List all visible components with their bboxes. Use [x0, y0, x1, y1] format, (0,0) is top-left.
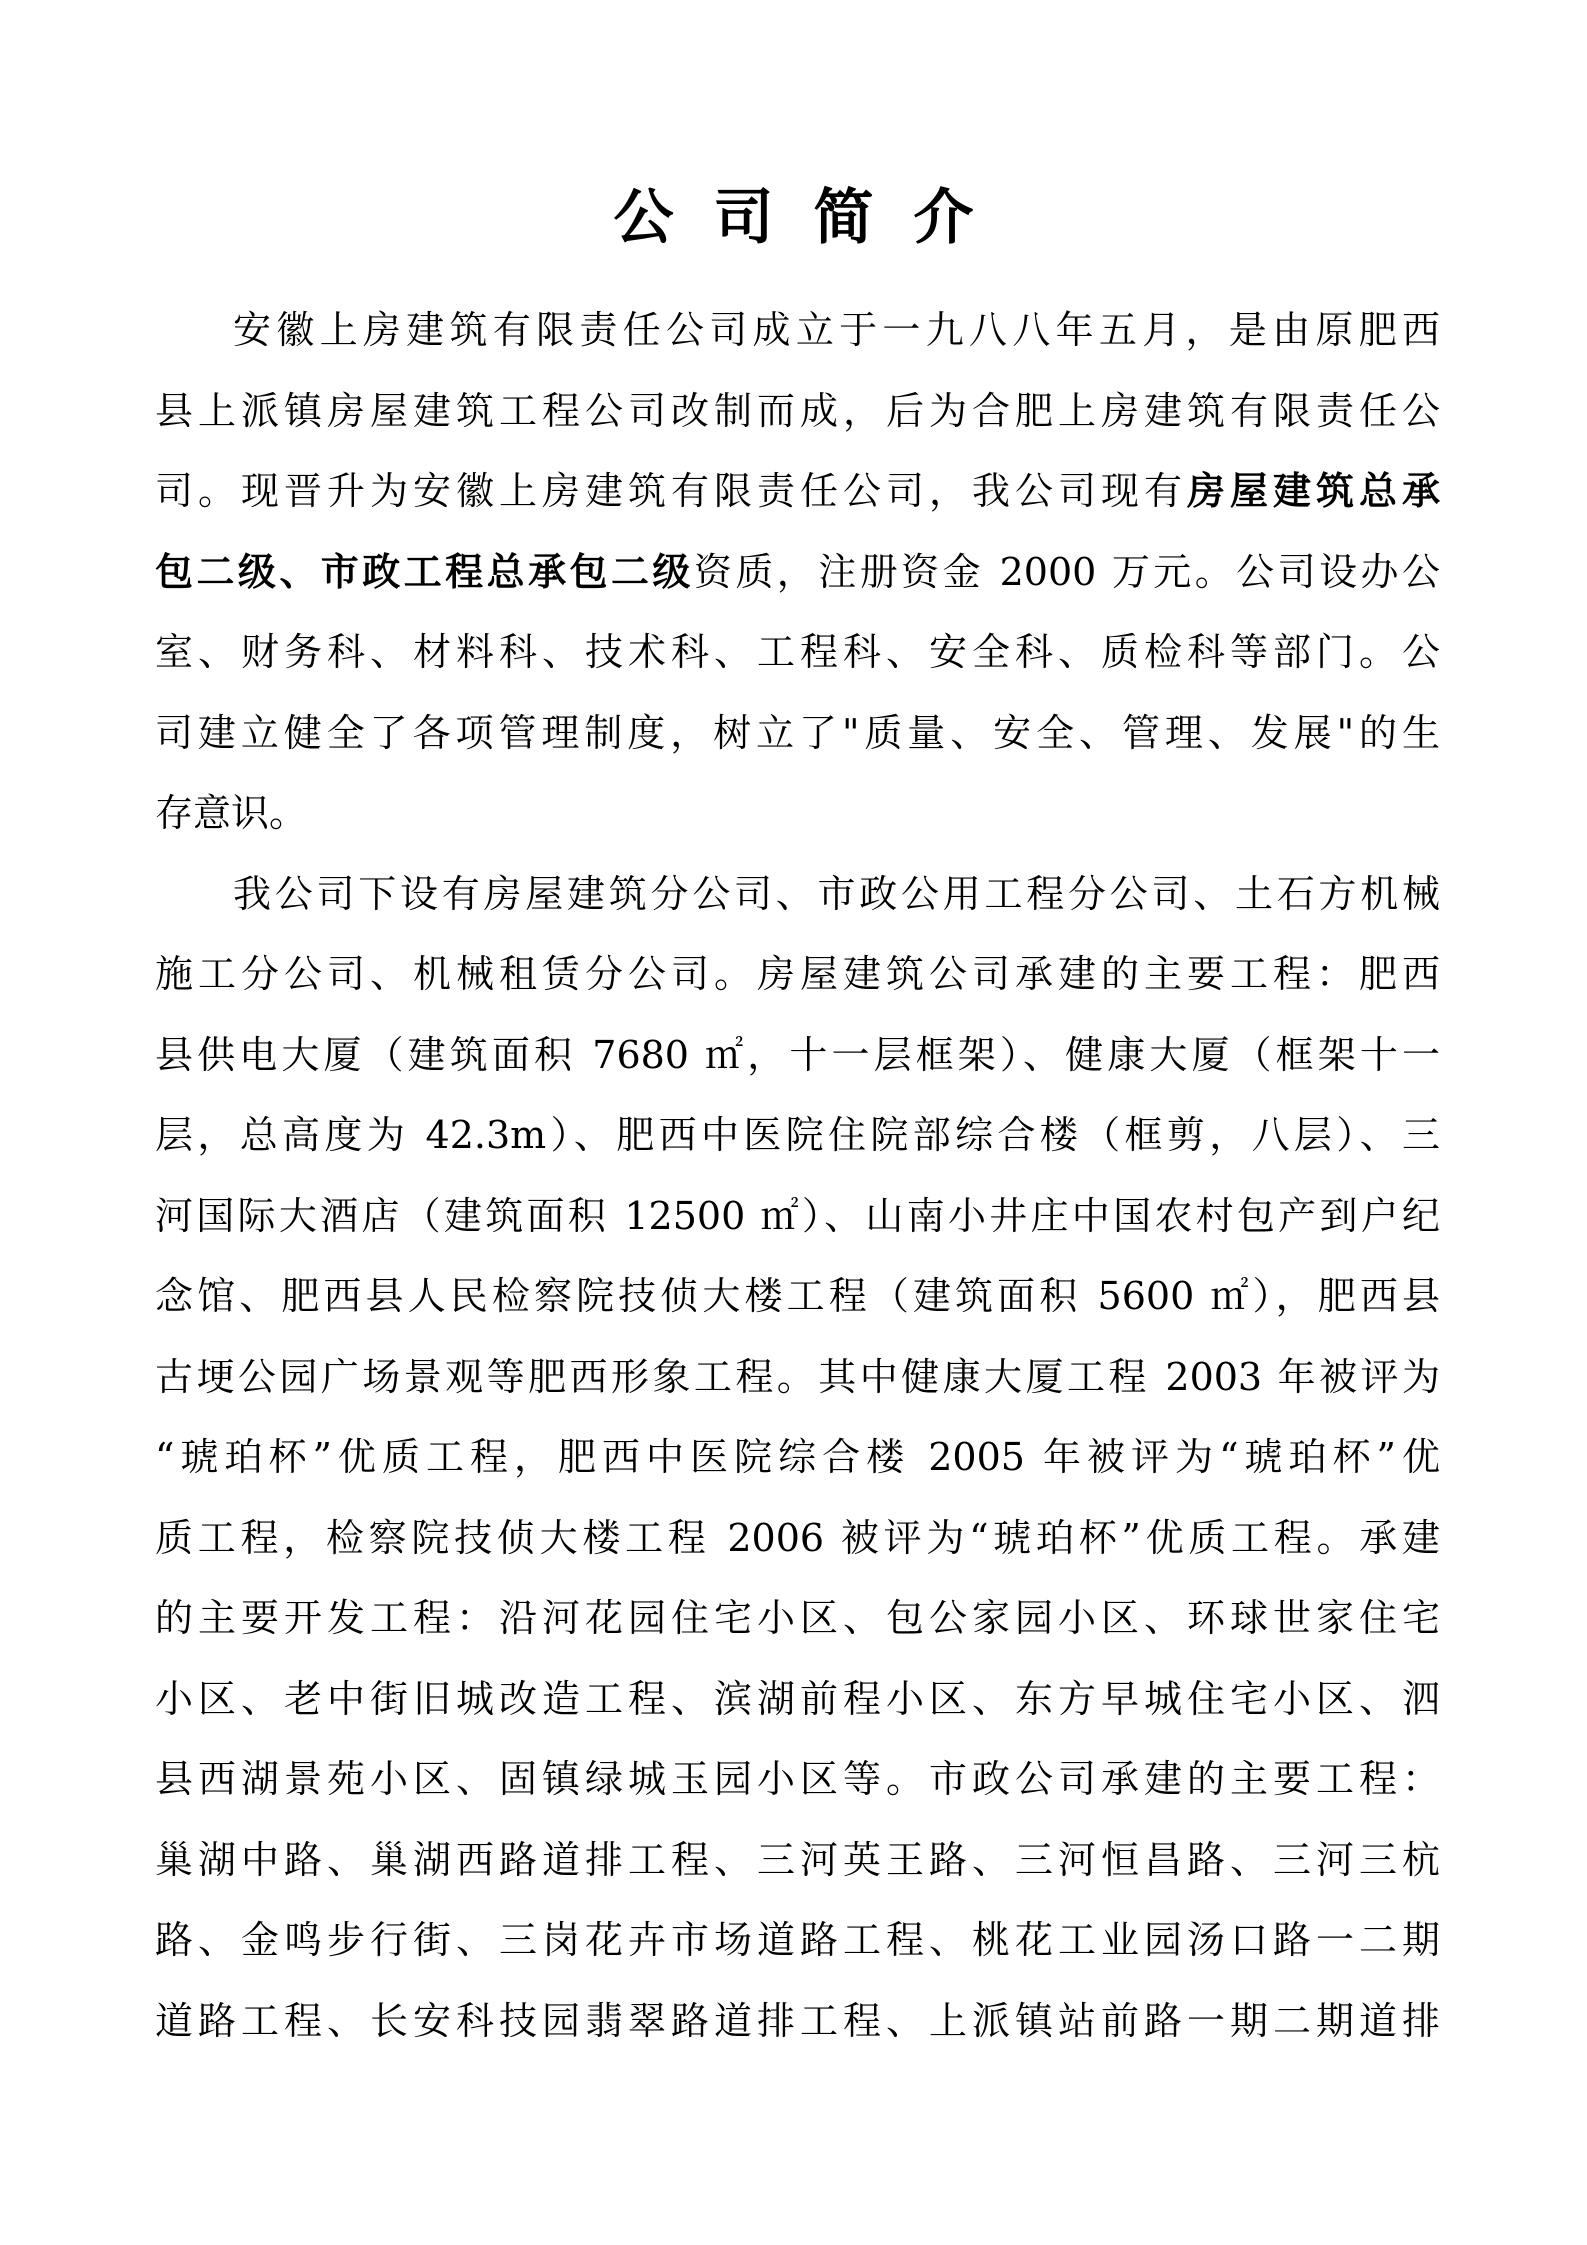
text-line — [155, 1015, 1440, 1096]
text-segment: 资质，注册资金 2000 万元。公司设办公 — [693, 549, 1440, 594]
text-line — [155, 1176, 1440, 1257]
text-line — [155, 532, 1440, 613]
text-segment: “琥珀杯”优质工程，肥西中医院综合楼 2005 年被评为“琥珀杯”优 — [155, 1435, 1440, 1479]
text-line — [155, 854, 1440, 935]
text-line — [155, 451, 1440, 532]
text-line — [155, 1337, 1440, 1418]
text-line — [155, 773, 1440, 854]
text-segment: 安徽上房建筑有限责任公司成立于一九八八年五月，是由原肥西 — [233, 308, 1440, 352]
text-line — [155, 1820, 1440, 1901]
text-line — [155, 1417, 1440, 1498]
text-segment: 层，总高度为 42.3m）、肥西中医院住院部综合楼（框剪，八层）、三 — [155, 1113, 1440, 1157]
text-line — [155, 290, 1440, 371]
text-line — [155, 1739, 1440, 1820]
text-line — [155, 1578, 1440, 1659]
text-line — [155, 1095, 1440, 1176]
text-segment: 念馆、肥西县人民检察院技侦大楼工程（建筑面积 5600 ㎡），肥西县 — [155, 1274, 1440, 1318]
text-segment: 的主要开发工程：沿河花园住宅小区、包公家园小区、环球世家住宅 — [155, 1596, 1440, 1640]
text-segment: 存意识。 — [155, 791, 308, 835]
text-segment: 小区、老中街旧城改造工程、滨湖前程小区、东方早城住宅小区、泗 — [155, 1676, 1440, 1721]
bold-text-segment: 房屋建筑总承 — [1186, 468, 1440, 513]
text-line — [155, 1900, 1440, 1981]
page-title: 公司简介 — [613, 183, 1014, 253]
text-segment: 施工分公司、机械租赁分公司。房屋建筑公司承建的主要工程：肥西 — [155, 952, 1440, 996]
body-text — [155, 290, 1440, 2061]
bold-text-segment: 包二级、市政工程总承包二级 — [155, 548, 694, 594]
text-segment: 司建立健全了各项管理制度，树立了"质量、安全、管理、发展"的生 — [155, 710, 1440, 755]
text-segment: 室、财务科、材料科、技术科、工程科、安全科、质检科等部门。公 — [155, 630, 1440, 674]
text-segment: 县上派镇房屋建筑工程公司改制而成，后为合肥上房建筑有限责任公 — [155, 388, 1440, 433]
text-segment: 我公司下设有房屋建筑分公司、市政公用工程分公司、土石方机械 — [233, 871, 1440, 916]
text-line — [155, 1659, 1440, 1740]
text-segment: 县西湖景苑小区、固镇绿城玉园小区等。市政公司承建的主要工程： — [155, 1757, 1440, 1801]
text-line — [155, 371, 1440, 452]
text-line — [155, 1498, 1440, 1579]
text-line — [155, 1981, 1440, 2062]
text-segment: 质工程，检察院技侦大楼工程 2006 被评为“琥珀杯”优质工程。承建 — [155, 1515, 1440, 1560]
text-segment: 河国际大酒店（建筑面积 12500 ㎡）、山南小井庄中国农村包产到户纪 — [155, 1193, 1440, 1238]
text-line — [155, 934, 1440, 1015]
text-line — [155, 1256, 1440, 1337]
text-segment: 县供电大厦（建筑面积 7680 ㎡，十一层框架）、健康大厦（框架十一 — [155, 1032, 1440, 1077]
text-line — [155, 693, 1440, 774]
text-line — [155, 612, 1440, 693]
text-segment: 巢湖中路、巢湖西路道排工程、三河英王路、三河恒昌路、三河三杭 — [155, 1837, 1440, 1882]
text-segment: 司。现晋升为安徽上房建筑有限责任公司，我公司现有 — [155, 469, 1187, 513]
text-segment: 道路工程、长安科技园翡翠路道排工程、上派镇站前路一期二期道排 — [155, 1998, 1440, 2043]
text-segment: 路、金鸣步行街、三岗花卉市场道路工程、桃花工业园汤口路一二期 — [155, 1918, 1440, 1962]
text-segment: 古埂公园广场景观等肥西形象工程。其中健康大厦工程 2003 年被评为 — [155, 1354, 1440, 1399]
